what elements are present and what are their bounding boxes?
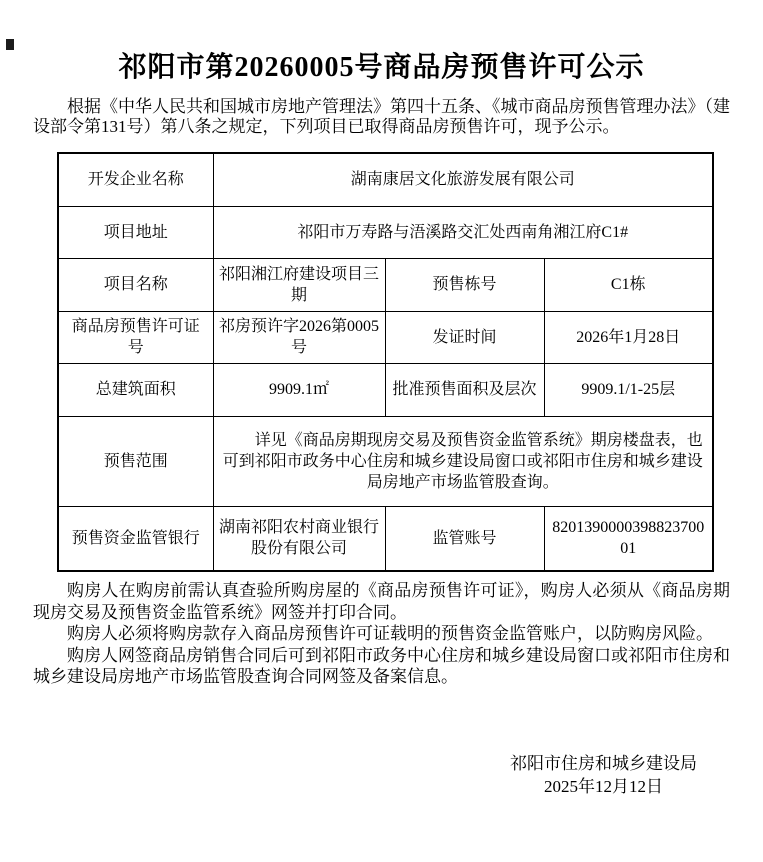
project-name-label-cell: 项目名称 (58, 258, 213, 311)
table-row-address (58, 206, 713, 258)
table-row-developer (58, 153, 713, 206)
building-no-value-cell: C1栋 (544, 258, 713, 311)
approved-area-value-cell: 9909.1/1-25层 (544, 363, 713, 416)
total-area-value-cell: 9909.1㎡ (213, 363, 385, 416)
table-row-scope (58, 416, 713, 506)
table-row-area (58, 363, 713, 416)
developer-label-cell: 开发企业名称 (58, 153, 213, 206)
note-paragraph-3: 购房人网签商品房销售合同后可到祁阳市政务中心住房和城乡建设局窗口或祁阳市住房和城乡建设局房地产市场监管股查询合同网签及备案信息。 (33, 645, 730, 686)
project-name-value-cell: 祁阳湘江府建设项目三期 (213, 258, 385, 311)
intro-paragraph: 根据《中华人民共和国城市房地产管理法》第四十五条、《城市商品房预售管理办法》（建设部令第131号）第八条之规定，下列项目已取得商品房预售许可，现予公示。 (33, 97, 730, 136)
developer-value-cell: 湖南康居文化旅游发展有限公司 (213, 153, 713, 206)
footer-signature (510, 752, 697, 798)
scope-value-cell: 详见《商品房期现房交易及预售资金监管系统》期房楼盘表，也可到祁阳市政务中心住房和城乡建设局窗口或祁阳市住房和城乡建设局房地产市场监管股查询。 (213, 416, 713, 506)
supervision-account-value-cell: 820139000039882370001 (544, 506, 713, 571)
building-no-label-cell: 预售栋号 (385, 258, 544, 311)
issuer-name: 祁阳市住房和城乡建设局 (510, 754, 697, 773)
issue-date-label-cell: 发证时间 (385, 311, 544, 363)
supervision-bank-value-cell: 湖南祁阳农村商业银行股份有限公司 (213, 506, 385, 571)
approved-area-label-cell: 批准预售面积及层次 (385, 363, 544, 416)
address-label-cell: 项目地址 (58, 206, 213, 258)
issue-date-value-cell: 2026年1月28日 (544, 311, 713, 363)
total-area-label-cell: 总建筑面积 (58, 363, 213, 416)
presale-permit-table (57, 152, 714, 572)
supervision-account-label-cell: 监管账号 (385, 506, 544, 571)
issue-date: 2025年12月12日 (544, 777, 663, 796)
scope-label-cell: 预售范围 (58, 416, 213, 506)
table-row-permit-no (58, 311, 713, 363)
permit-no-value-cell: 祁房预许字2026第0005号 (213, 311, 385, 363)
permit-no-label-cell: 商品房预售许可证号 (58, 311, 213, 363)
supervision-bank-label-cell: 预售资金监管银行 (58, 506, 213, 571)
table-row-bank (58, 506, 713, 571)
note-paragraph-1: 购房人在购房前需认真查验所购房屋的《商品房预售许可证》，购房人必须从《商品房期现房交易及预售资金监管系统》网签并打印合同。 (33, 581, 730, 622)
corner-mark (6, 39, 14, 50)
page-title: 祁阳市第20260005号商品房预售许可公示 (118, 52, 645, 83)
note-paragraph-2: 购房人必须将购房款存入商品房预售许可证载明的预售资金监管账户，以防购房风险。 (67, 624, 713, 643)
table-row-project-name (58, 258, 713, 311)
notes-section (33, 580, 730, 688)
address-value-cell: 祁阳市万寿路与浯溪路交汇处西南角湘江府C1# (213, 206, 713, 258)
